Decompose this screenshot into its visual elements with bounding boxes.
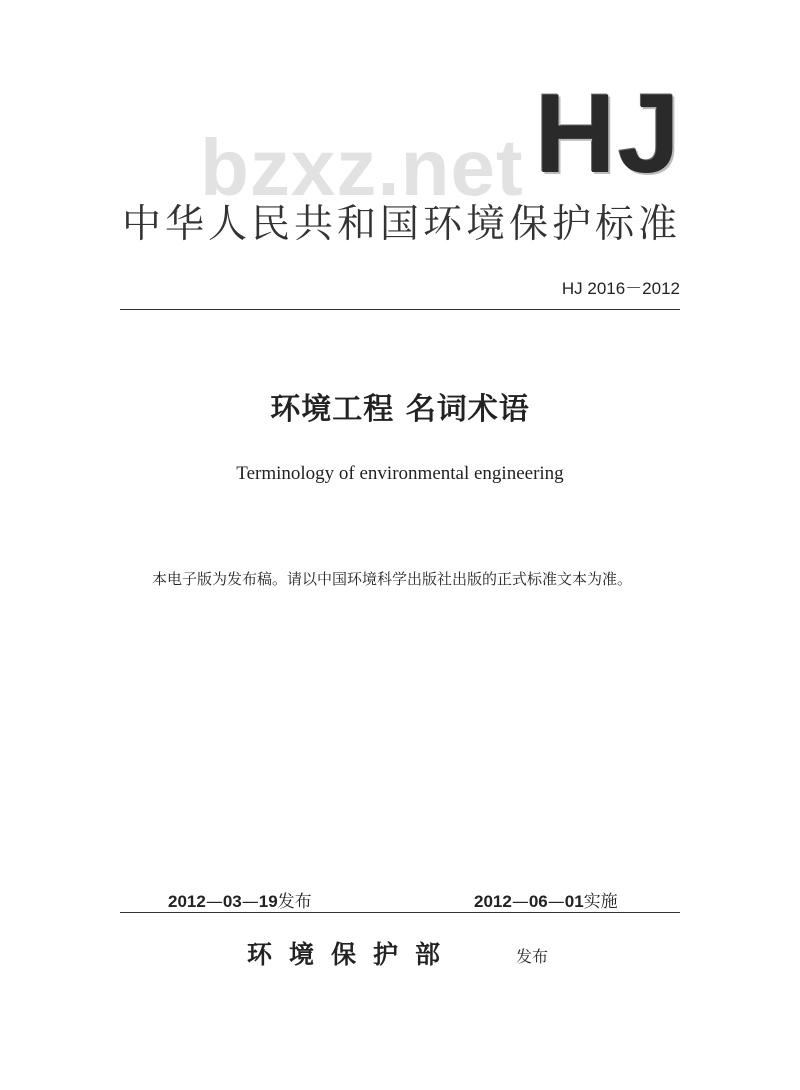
chinese-title: 环境工程 名词术语 [270,392,530,427]
top-divider [120,309,680,310]
standard-type-title: 中华人民共和国环境保护标准 [122,202,682,247]
standard-code: HJ 2016－2012 [561,279,680,298]
issue-day: 19 [258,892,278,911]
implement-label: 实施 [583,892,618,912]
issue-month: 03 [222,892,242,911]
issue-label: 发布 [277,892,312,912]
edition-notice: 本电子版为发布稿。请以中国环境科学出版社出版的正式标准文本为准。 [152,570,633,588]
hj-logo: HJ [534,71,682,196]
implement-day: 01 [564,892,584,911]
issue-year: 2012 [168,892,206,911]
watermark: bzxz.net [200,123,524,212]
english-title: Terminology of environmental engineering [236,463,564,484]
date-dash: — [547,892,565,912]
implementation-date [474,887,618,912]
date-dash: — [511,892,529,912]
implement-year: 2012 [474,892,512,911]
issue-date [168,887,312,912]
date-dash: — [241,892,259,912]
publisher-suffix: 发布 [516,947,549,966]
publisher-name: 环境保护部 [247,940,458,969]
bottom-divider [120,912,680,913]
implement-month: 06 [528,892,548,911]
date-dash: — [205,892,223,912]
